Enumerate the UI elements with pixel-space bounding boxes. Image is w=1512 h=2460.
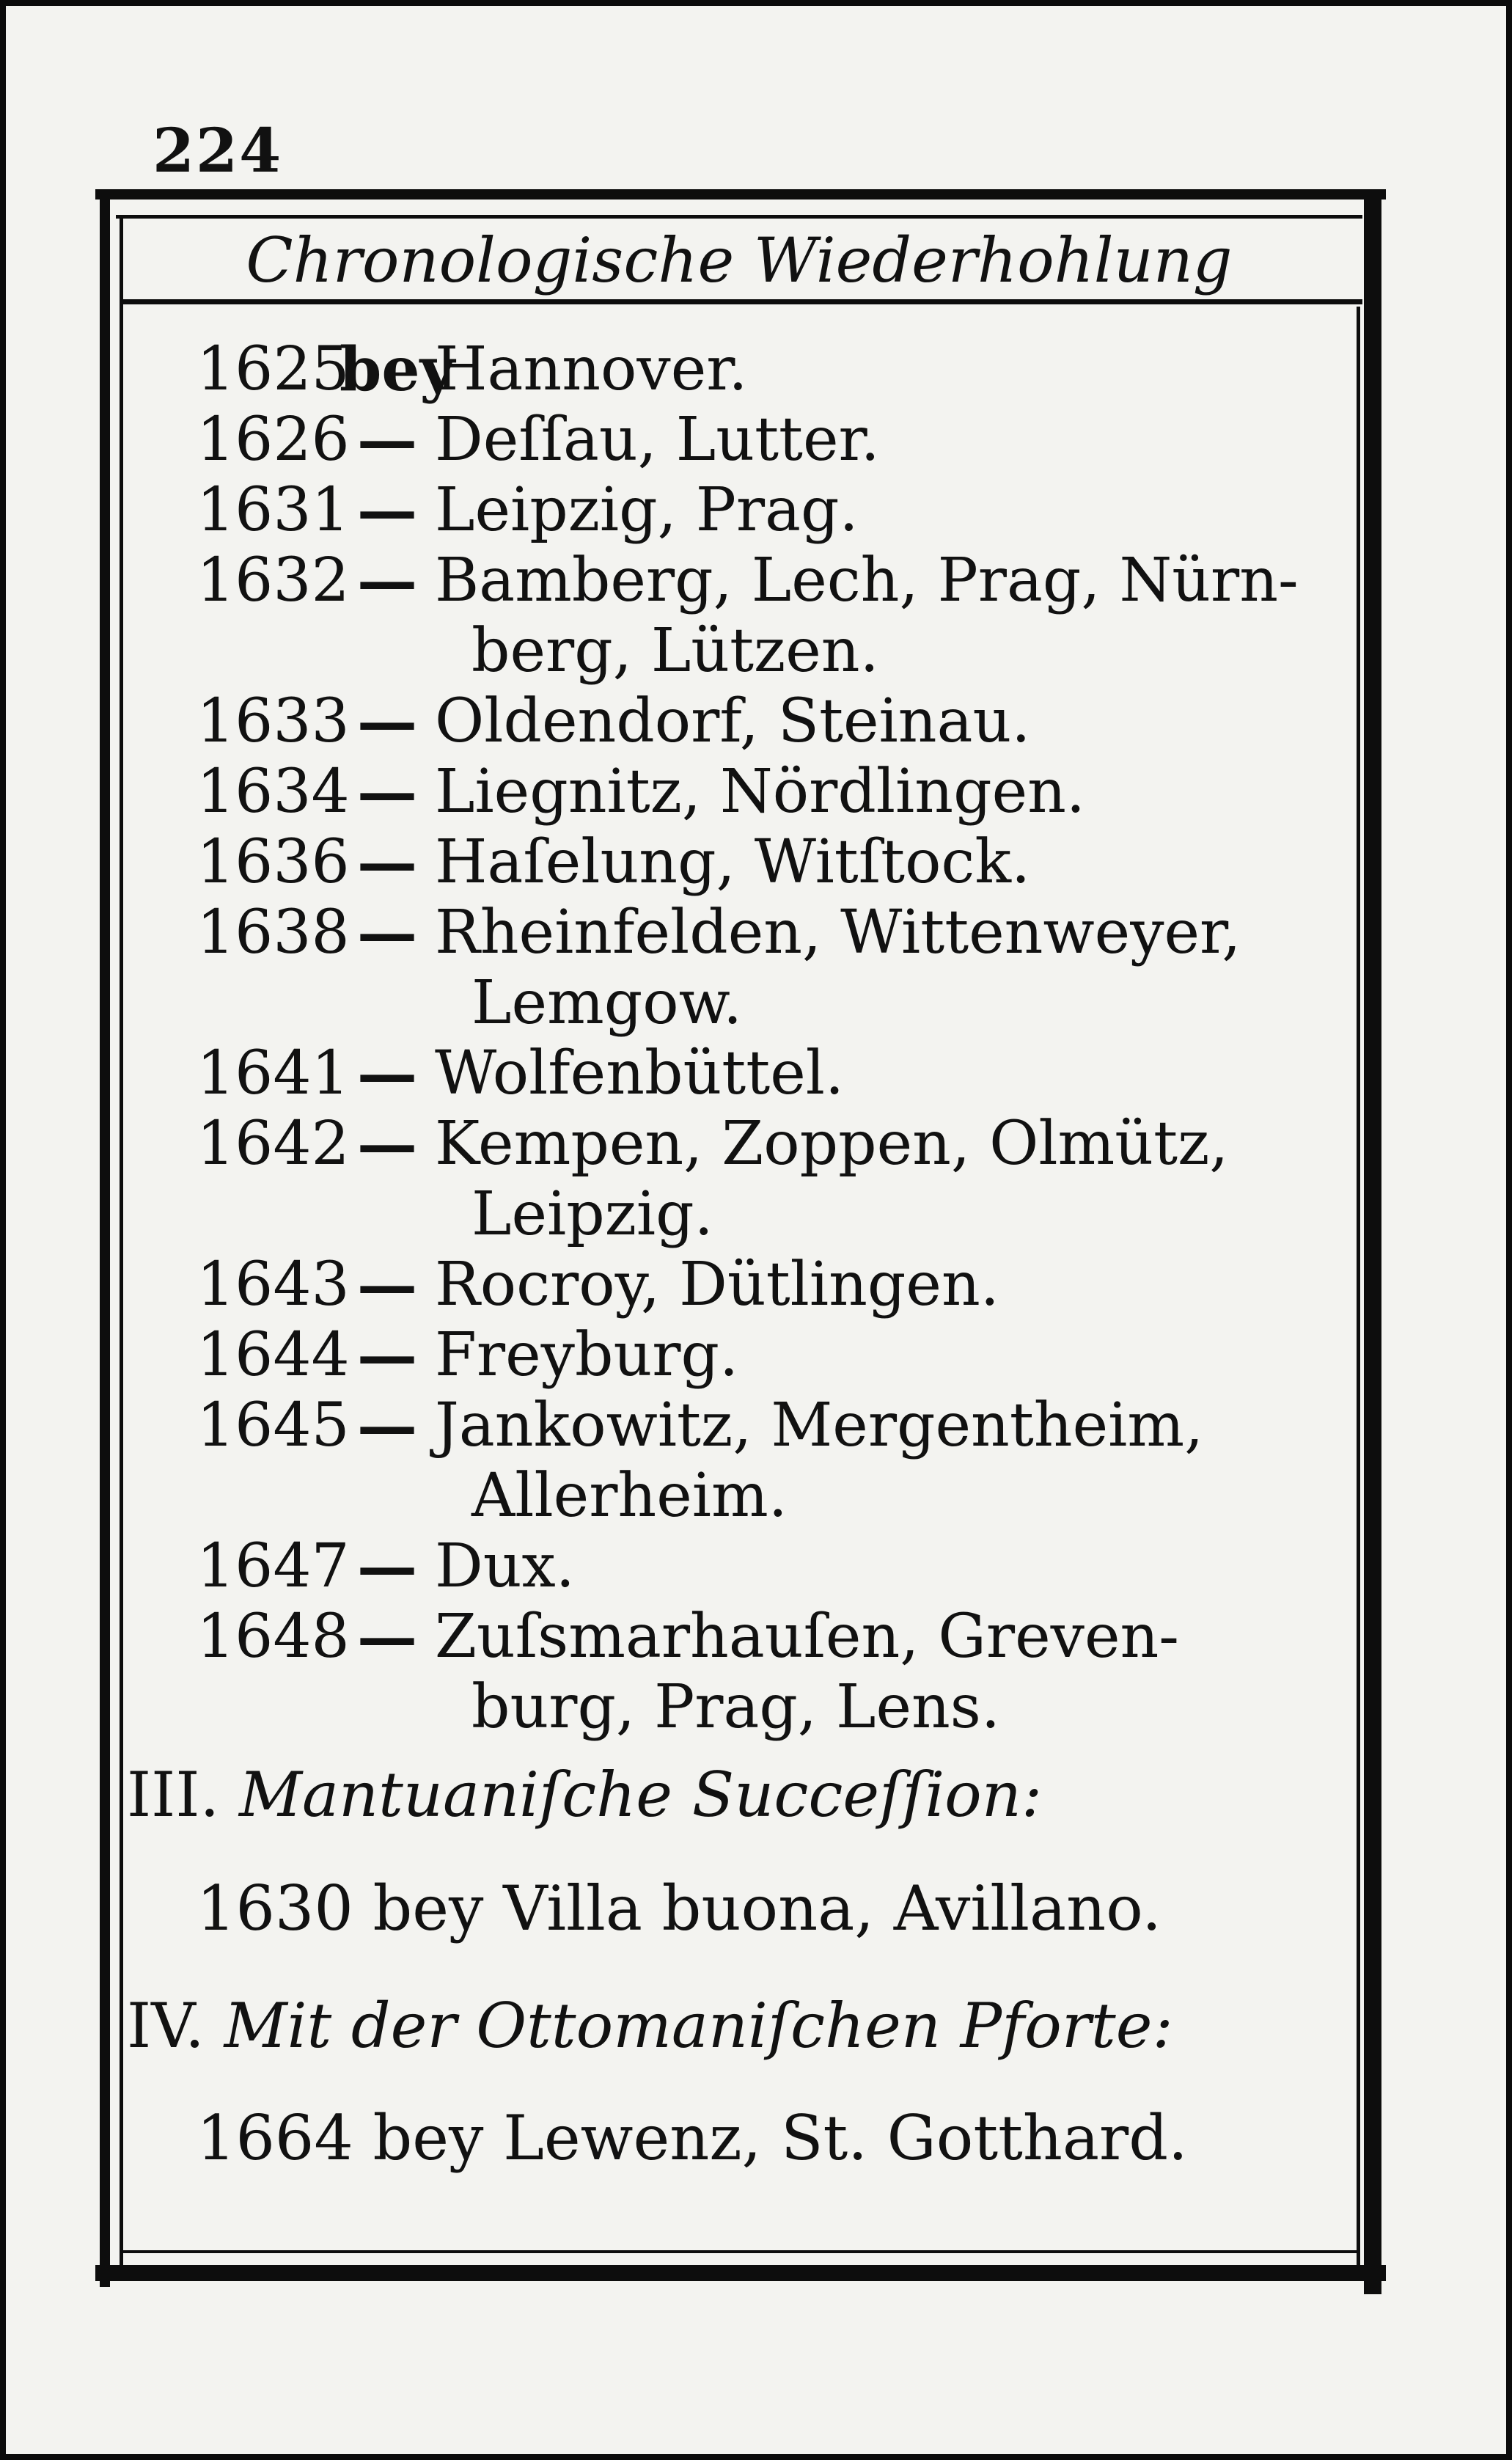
entry-places: Zuſsmarhauſen, Greven- <box>435 1602 1179 1672</box>
entry-connector: — <box>357 475 417 546</box>
entry-places-continued: Allerheim. <box>471 1461 788 1531</box>
list-item-continuation <box>197 1179 1362 1250</box>
list-item <box>197 687 1362 757</box>
entry-connector: — <box>357 405 417 475</box>
entry-year: 1648 <box>197 1602 350 1672</box>
entry-places: Wolfenbüttel. <box>435 1039 845 1108</box>
entry-places: Leipzig, Prag. <box>435 475 859 545</box>
entry-connector: — <box>357 1320 417 1391</box>
section-numeral: IV. <box>127 1990 205 2062</box>
entry-places: Deſſau, Lutter. <box>435 405 880 475</box>
list-item <box>197 546 1362 616</box>
frame-rule-left-inner <box>120 215 123 2269</box>
entry-places: Freyburg. <box>435 1320 739 1390</box>
frame-rule-top <box>95 189 1386 199</box>
entry-places-continued: Lemgow. <box>471 968 743 1038</box>
entry-connector: — <box>357 1109 417 1179</box>
entry-connector: — <box>357 546 417 616</box>
section-iv-entry: 1664 bey Lewenz, St. Gotthard. <box>197 2102 1188 2174</box>
entry-connector: — <box>357 1391 417 1461</box>
entry-connector: — <box>357 1531 417 1602</box>
entry-places: Rheinfelden, Wittenweyer, <box>435 898 1241 967</box>
entry-year: 1626 <box>197 405 350 475</box>
entry-connector: — <box>357 1602 417 1672</box>
list-item <box>197 757 1362 827</box>
list-item <box>197 334 1362 405</box>
list-item <box>197 1250 1362 1320</box>
section-title: Mantuaniſche Succeſſion: <box>238 1759 1043 1831</box>
entry-places: Rocroy, Dütlingen. <box>435 1250 999 1319</box>
entry-connector: bey <box>340 334 455 405</box>
list-item <box>197 1531 1362 1602</box>
entry-year: 1641 <box>197 1039 350 1108</box>
section-numeral: III. <box>127 1759 220 1831</box>
entry-year: 1631 <box>197 475 350 545</box>
entry-year: 1645 <box>197 1391 350 1460</box>
list-item <box>197 1320 1362 1391</box>
section-heading-iv <box>127 1990 1173 2062</box>
list-item <box>197 1602 1362 1672</box>
entry-places: Liegnitz, Nördlingen. <box>435 757 1085 827</box>
battle-list <box>197 334 1362 1743</box>
list-item-continuation <box>197 616 1362 687</box>
frame-rule-left <box>100 189 110 2287</box>
entry-year: 1625 <box>197 334 350 404</box>
list-item <box>197 1109 1362 1179</box>
entry-year: 1634 <box>197 757 350 827</box>
list-item <box>197 405 1362 475</box>
entry-year: 1636 <box>197 827 350 897</box>
section-heading-iii <box>127 1759 1042 1831</box>
list-item <box>197 1391 1362 1461</box>
list-item <box>197 475 1362 546</box>
entry-connector: — <box>357 898 417 968</box>
entry-places-continued: berg, Lützen. <box>471 616 879 686</box>
list-item-continuation <box>197 1461 1362 1531</box>
entry-places: Jankowitz, Mergentheim, <box>435 1391 1204 1460</box>
frame-rule-right <box>1364 189 1381 2294</box>
entry-places: Bamberg, Lech, Prag, Nürn- <box>435 546 1299 615</box>
entry-places-continued: Leipzig. <box>471 1179 713 1249</box>
entry-year: 1644 <box>197 1320 350 1390</box>
frame-rule-bottom-inner <box>120 2250 1359 2253</box>
list-item <box>197 1039 1362 1109</box>
entry-year: 1642 <box>197 1109 350 1179</box>
entry-places: Oldendorf, Steinau. <box>435 687 1031 756</box>
list-item-continuation <box>197 968 1362 1039</box>
entry-year: 1633 <box>197 687 350 756</box>
section-iii-entry: 1630 bey Villa buona, Avillano. <box>197 1873 1161 1944</box>
list-item <box>197 827 1362 898</box>
entry-year: 1647 <box>197 1531 350 1601</box>
entry-year: 1638 <box>197 898 350 967</box>
entry-places: Kempen, Zoppen, Olmütz, <box>435 1109 1229 1179</box>
frame-rule-bottom <box>95 2265 1386 2281</box>
entry-connector: — <box>357 1039 417 1109</box>
section-title: Mit der Ottomaniſchen Pforte: <box>224 1990 1173 2062</box>
entry-connector: — <box>357 1250 417 1320</box>
running-head: Chronologische Wiederhohlung <box>246 224 1233 296</box>
entry-connector: — <box>357 757 417 827</box>
entry-year: 1643 <box>197 1250 350 1319</box>
page-number: 224 <box>153 116 283 186</box>
entry-year: 1632 <box>197 546 350 615</box>
entry-connector: — <box>357 827 417 898</box>
list-item-continuation <box>197 1672 1362 1743</box>
list-item <box>197 898 1362 968</box>
entry-places: Hannover. <box>435 334 748 404</box>
entry-places: Dux. <box>435 1531 575 1601</box>
entry-connector: — <box>357 687 417 757</box>
entry-places-continued: burg, Prag, Lens. <box>471 1672 1000 1742</box>
entry-places: Haſelung, Witſtock. <box>435 827 1031 897</box>
running-head-rule <box>123 299 1362 304</box>
